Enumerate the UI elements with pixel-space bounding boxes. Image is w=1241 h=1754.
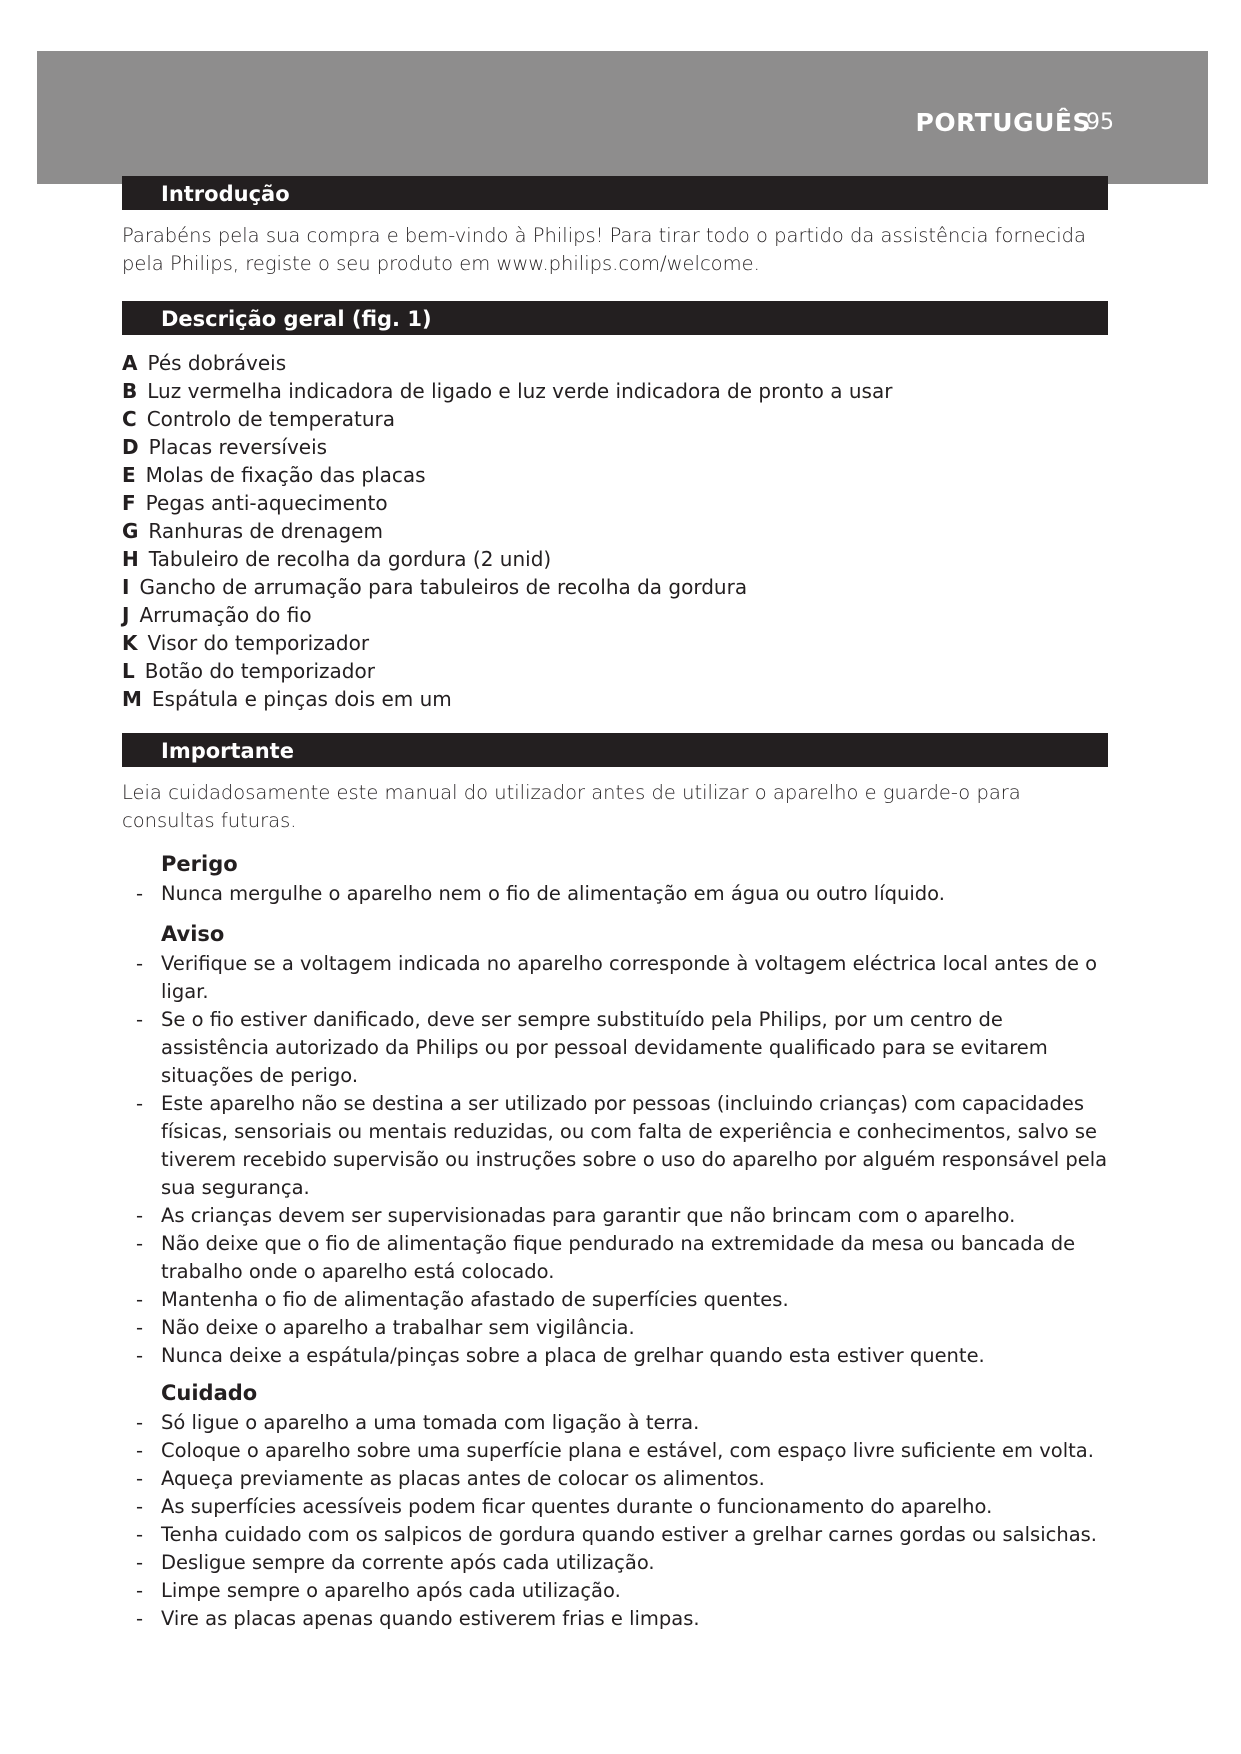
list-item: - Só ligue o aparelho a uma tomada com ligação à terra. xyxy=(136,1409,1116,1437)
part-item xyxy=(122,545,1112,573)
part-label: Botão do temporizador xyxy=(144,659,375,683)
intro-paragraph xyxy=(122,222,1112,278)
part-item xyxy=(122,489,1112,517)
part-label: Gancho de arrumação para tabuleiros de recolha da gordura xyxy=(139,575,748,599)
list-item: - Limpe sempre o aparelho após cada utilização. xyxy=(136,1577,1116,1605)
part-label: Pegas anti-aquecimento xyxy=(145,491,388,515)
part-letter: L xyxy=(122,659,135,683)
list-item: - Coloque o aparelho sobre uma superfície plana e estável, com espaço livre suficiente em volta. xyxy=(136,1437,1116,1465)
important-text: Leia cuidadosamente este manual do utilizador antes de utilizar o aparelho e guarde-o para consultas futuras. xyxy=(122,781,1021,832)
list-item: - Desligue sempre da corrente após cada utilização. xyxy=(136,1549,1116,1577)
list-item: - Não deixe o aparelho a trabalhar sem vigilância. xyxy=(136,1314,1116,1342)
part-label: Arrumação do fio xyxy=(139,603,312,627)
parts-list xyxy=(122,349,1112,713)
part-item xyxy=(122,461,1112,489)
part-label: Luz vermelha indicadora de ligado e luz verde indicadora de pronto a usar xyxy=(147,379,893,403)
part-letter: A xyxy=(122,351,138,375)
danger-heading: Perigo xyxy=(161,852,238,876)
important-paragraph xyxy=(122,779,1112,835)
part-label: Tabuleiro de recolha da gordura (2 unid) xyxy=(148,547,552,571)
part-letter: D xyxy=(122,435,139,459)
part-label: Espátula e pinças dois em um xyxy=(151,687,452,711)
part-letter: H xyxy=(122,547,139,571)
part-item xyxy=(122,657,1112,685)
part-letter: B xyxy=(122,379,138,403)
part-label: Visor do temporizador xyxy=(147,631,370,655)
part-label: Ranhuras de drenagem xyxy=(148,519,383,543)
intro-text: Parabéns pela sua compra e bem-vindo à Philips! Para tirar todo o partido da assistência fornecida pela Philips, registe o seu produto em www.philips.com/welcome. xyxy=(122,224,1086,275)
danger-list xyxy=(136,880,1116,908)
part-item xyxy=(122,377,1112,405)
part-item xyxy=(122,629,1112,657)
part-item xyxy=(122,685,1112,713)
list-item: - Verifique se a voltagem indicada no aparelho corresponde à voltagem eléctrica local antes de o ligar. xyxy=(136,950,1116,1006)
part-letter: G xyxy=(122,519,139,543)
section-heading-important: Importante xyxy=(122,733,1108,767)
part-item xyxy=(122,433,1112,461)
list-item: - Mantenha o fio de alimentação afastado de superfícies quentes. xyxy=(136,1286,1116,1314)
caution-heading: Cuidado xyxy=(161,1381,258,1405)
caution-list xyxy=(136,1409,1116,1633)
list-item: - Vire as placas apenas quando estiverem frias e limpas. xyxy=(136,1605,1116,1633)
warning-list xyxy=(136,950,1116,1370)
list-item: - Nunca deixe a espátula/pinças sobre a placa de grelhar quando esta estiver quente. xyxy=(136,1342,1116,1370)
list-item: - Este aparelho não se destina a ser utilizado por pessoas (incluindo crianças) com capacidades físicas, sensoriais ou mentais reduzidas, ou com falta de experiência e conhecimentos, salvo se tiverem recebido supervisão ou instruções sobre o uso do aparelho por alguém responsável pela sua segurança. xyxy=(136,1090,1116,1202)
page-number: 95 xyxy=(1086,110,1114,135)
part-label: Controlo de temperatura xyxy=(146,407,396,431)
part-item xyxy=(122,601,1112,629)
part-item xyxy=(122,573,1112,601)
part-label: Placas reversíveis xyxy=(148,435,328,459)
part-label: Molas de fixação das placas xyxy=(145,463,426,487)
part-letter: K xyxy=(122,631,138,655)
part-letter: C xyxy=(122,407,137,431)
list-item: - Se o fio estiver danificado, deve ser sempre substituído pela Philips, por um centro de assistência autorizado da Philips ou por pessoal devidamente qualificado para se evitarem situações de perigo. xyxy=(136,1006,1116,1090)
part-item xyxy=(122,349,1112,377)
section-heading-overview: Descrição geral (fig. 1) xyxy=(122,301,1108,335)
part-letter: I xyxy=(122,575,130,599)
part-letter: M xyxy=(122,687,142,711)
list-item: - Tenha cuidado com os salpicos de gordura quando estiver a grelhar carnes gordas ou salsichas. xyxy=(136,1521,1116,1549)
part-label: Pés dobráveis xyxy=(147,351,287,375)
list-item: - Não deixe que o fio de alimentação fique pendurado na extremidade da mesa ou bancada de trabalho onde o aparelho está colocado. xyxy=(136,1230,1116,1286)
list-item: - Aqueça previamente as placas antes de colocar os alimentos. xyxy=(136,1465,1116,1493)
section-heading-intro: Introdução xyxy=(122,176,1108,210)
list-item: - As crianças devem ser supervisionadas para garantir que não brincam com o aparelho. xyxy=(136,1202,1116,1230)
list-item: - As superfícies acessíveis podem ficar quentes durante o funcionamento do aparelho. xyxy=(136,1493,1116,1521)
warning-heading: Aviso xyxy=(161,922,225,946)
part-letter: E xyxy=(122,463,136,487)
part-item xyxy=(122,517,1112,545)
part-item xyxy=(122,405,1112,433)
list-item: - Nunca mergulhe o aparelho nem o fio de alimentação em água ou outro líquido. xyxy=(136,880,1116,908)
part-letter: F xyxy=(122,491,136,515)
part-letter: J xyxy=(122,603,130,627)
page-language-title: PORTUGUÊS xyxy=(915,108,1091,137)
